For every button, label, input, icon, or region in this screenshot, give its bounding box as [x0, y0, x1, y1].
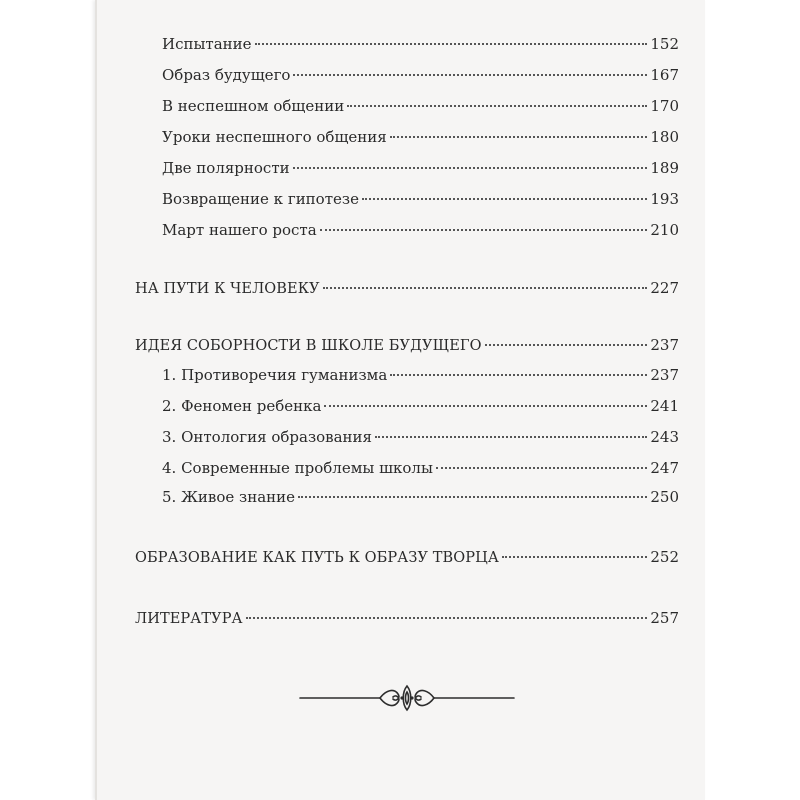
toc-entry-title: Две полярности: [162, 159, 290, 177]
toc-section-page: 227: [650, 279, 679, 297]
toc-entry-page: 237: [650, 366, 679, 384]
toc-entry: [162, 96, 679, 116]
toc-section: [135, 547, 679, 568]
leader-dots: [390, 136, 648, 138]
toc-section-title: НА ПУТИ К ЧЕЛОВЕКУ: [135, 281, 320, 297]
toc-entry-title: 2. Феномен ребенка: [162, 397, 322, 415]
toc-entry-page: 243: [650, 428, 679, 446]
toc-entry-page: 180: [650, 128, 679, 146]
toc-entry: [162, 65, 679, 85]
toc-entry: [162, 365, 679, 385]
toc-entry-page: 170: [650, 97, 679, 115]
toc-entry: [162, 158, 679, 178]
toc-entry-title: 5. Живое знание: [162, 488, 296, 506]
toc-section-title: ИДЕЯ СОБОРНОСТИ В ШКОЛЕ БУДУЩЕГО: [135, 338, 482, 354]
leader-dots: [502, 556, 647, 558]
toc-section: [135, 608, 679, 629]
toc-entry-title: Уроки неспешного общения: [162, 128, 387, 146]
toc-entry-title: Образ будущего: [162, 66, 291, 84]
leader-dots: [347, 105, 647, 107]
toc-entry: [162, 487, 679, 507]
toc-entry-page: 193: [650, 190, 679, 208]
toc-entry-page: 250: [650, 488, 679, 506]
toc-entry-title: В неспешном общении: [162, 97, 345, 115]
toc-section: [135, 278, 679, 299]
toc-entry-title: 3. Онтология образования: [162, 428, 373, 446]
leader-dots: [293, 167, 648, 169]
toc-entry: [162, 127, 679, 147]
toc-entry: [162, 458, 679, 478]
leader-dots: [375, 436, 647, 438]
leader-dots: [324, 405, 647, 407]
toc-section-page: 237: [650, 336, 679, 354]
leader-dots: [323, 287, 648, 289]
toc-entry-title: 1. Противоречия гуманизма: [162, 366, 388, 384]
toc-entry-title: Март нашего роста: [162, 221, 317, 239]
toc-entry-page: 189: [650, 159, 679, 177]
toc-entry-title: Возвращение к гипотезе: [162, 190, 359, 208]
leader-dots: [436, 467, 647, 469]
toc-entry: [162, 220, 679, 240]
leader-dots: [485, 344, 648, 346]
toc-section-page: 257: [650, 609, 679, 627]
leader-dots: [390, 374, 647, 376]
toc-section-title: ЛИТЕРАТУРА: [135, 611, 243, 627]
toc-entry: [162, 34, 679, 54]
leader-dots: [255, 43, 648, 45]
toc-entry-page: 210: [650, 221, 679, 239]
leader-dots: [293, 74, 647, 76]
leader-dots: [362, 198, 647, 200]
leader-dots: [246, 617, 648, 619]
toc-entry-page: 167: [650, 66, 679, 84]
toc-entry-page: 247: [650, 459, 679, 477]
toc-entry: [162, 396, 679, 416]
toc-section: [135, 335, 679, 356]
leader-dots: [298, 496, 647, 498]
toc-section-page: 252: [650, 548, 679, 566]
ornament-divider: [298, 680, 516, 716]
leader-dots: [320, 229, 648, 231]
toc-entry: [162, 189, 679, 209]
toc-entry-title: 4. Современные проблемы школы: [162, 459, 433, 477]
toc-entry-title: Испытание: [162, 35, 252, 53]
toc-entry: [162, 427, 679, 447]
toc-entry-page: 152: [650, 35, 679, 53]
toc-entry-page: 241: [650, 397, 679, 415]
toc-section-title: ОБРАЗОВАНИЕ КАК ПУТЬ К ОБРАЗУ ТВОРЦА: [135, 550, 499, 566]
